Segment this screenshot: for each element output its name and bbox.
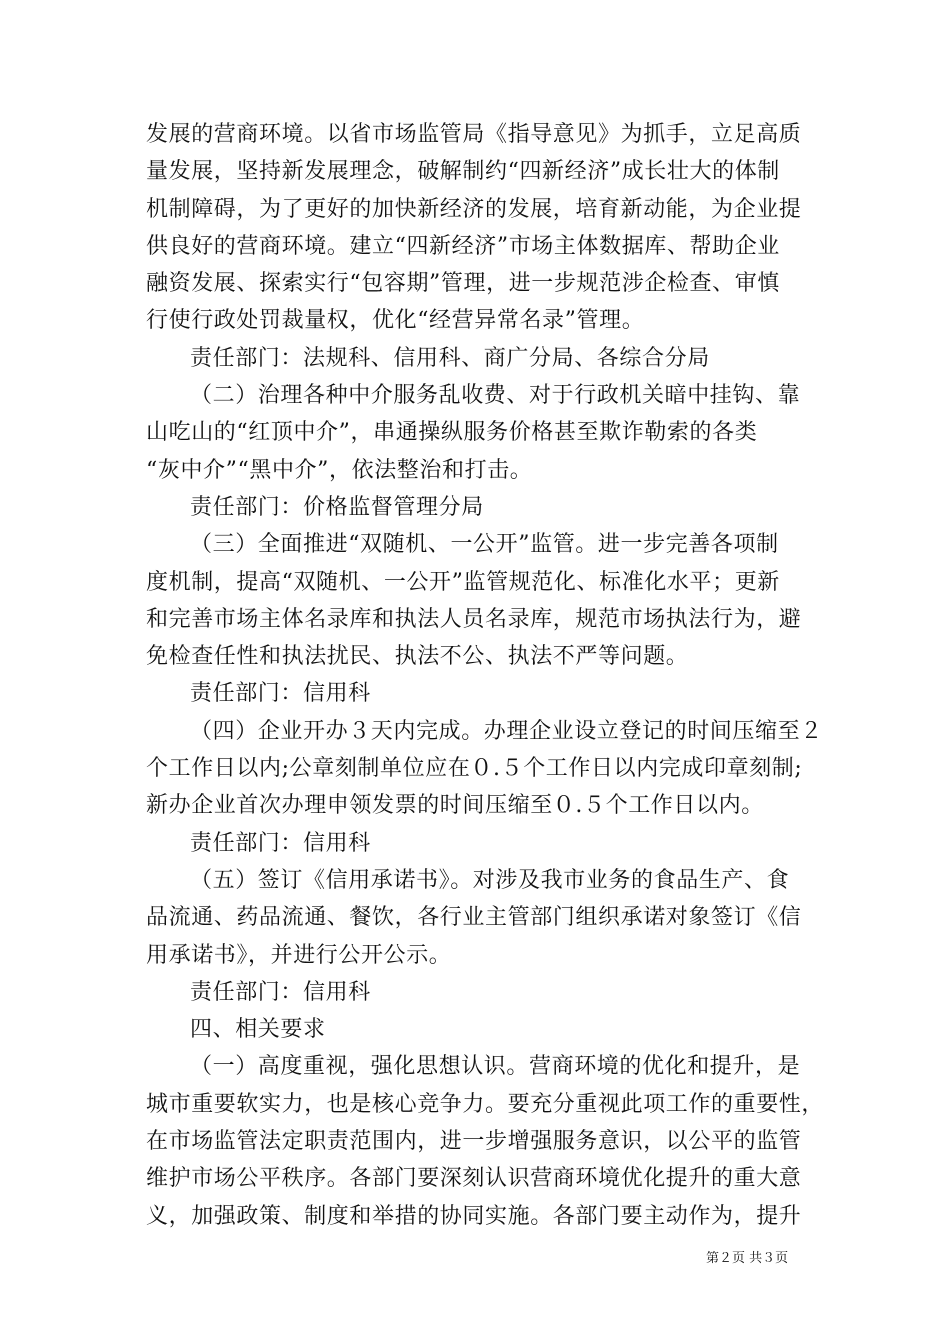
text-line: （四）企业开办３天内完成。办理企业设立登记的时间压缩至２	[190, 718, 823, 744]
text-line: （二）治理各种中介服务乱收费、对于行政机关暗中挂钩、靠	[190, 383, 801, 409]
text-line: 度机制，提高“双随机、一公开”监管规范化、标准化水平；更新	[146, 569, 780, 595]
text-line: （三）全面推进“双随机、一公开”监管。进一步完善各项制	[190, 532, 779, 558]
text-line: 行使行政处罚裁量权，优化“经营异常名录”管理。	[146, 308, 645, 334]
text-line: 免检查任性和执法扰民、执法不公、执法不严等问题。	[146, 644, 689, 670]
text-line: 个工作日以内;公章刻制单位应在０.５个工作日以内完成印章刻制;	[146, 756, 803, 782]
text-line: “灰中介”“黑中介”，依法整治和打击。	[146, 457, 533, 483]
text-line: 责任部门：价格监督管理分局	[190, 494, 484, 520]
text-line: 责任部门：信用科	[190, 830, 371, 856]
text-line: 维护市场公平秩序。各部门要深刻认识营商环境优化提升的重大意	[146, 1166, 802, 1192]
text-line: 机制障碍，为了更好的加快新经济的发展，培育新动能，为企业提	[146, 196, 802, 222]
text-line: 新办企业首次办理申领发票的时间压缩至０.５个工作日以内。	[146, 793, 764, 819]
text-line: 责任部门：信用科	[190, 681, 371, 707]
text-line: 四、相关要求	[190, 1017, 326, 1043]
text-line: （一）高度重视，强化思想认识。营商环境的优化和提升，是	[190, 1054, 801, 1080]
text-line: （五）签订《信用承诺书》。对涉及我市业务的食品生产、食	[190, 867, 790, 893]
text-line: 山吃山的“红顶中介”，串通操纵服务价格甚至欺诈勒索的各类	[146, 420, 758, 446]
text-line: 义，加强政策、制度和举措的协同实施。各部门要主动作为，提升	[146, 1203, 802, 1229]
text-line: 融资发展、探索实行“包容期”管理，进一步规范涉企检查、审慎	[146, 271, 780, 297]
text-line: 用承诺书》，并进行公开公示。	[146, 942, 452, 968]
text-line: 城市重要软实力，也是核心竞争力。要充分重视此项工作的重要性，	[146, 1091, 825, 1117]
text-line: 在市场监管法定职责范围内，进一步增强服务意识，以公平的监管	[146, 1129, 802, 1155]
text-line: 量发展，坚持新发展理念，破解制约“四新经济”成长壮大的体制	[146, 159, 780, 185]
text-line: 和完善市场主体名录库和执法人员名录库，规范市场执法行为，避	[146, 606, 802, 632]
text-line: 责任部门：信用科	[190, 979, 371, 1005]
text-line: 品流通、药品流通、餐饮，各行业主管部门组织承诺对象签订《信	[146, 905, 802, 931]
document-body	[146, 116, 825, 1235]
page-number: 第２页 共３页	[706, 1251, 789, 1266]
text-line: 供良好的营商环境。建立“四新经济”市场主体数据库、帮助企业	[146, 233, 780, 259]
text-line: 发展的营商环境。以省市场监管局《指导意见》为抓手，立足高质	[146, 122, 802, 147]
text-line: 责任部门：法规科、信用科、商广分局、各综合分局	[190, 345, 710, 371]
